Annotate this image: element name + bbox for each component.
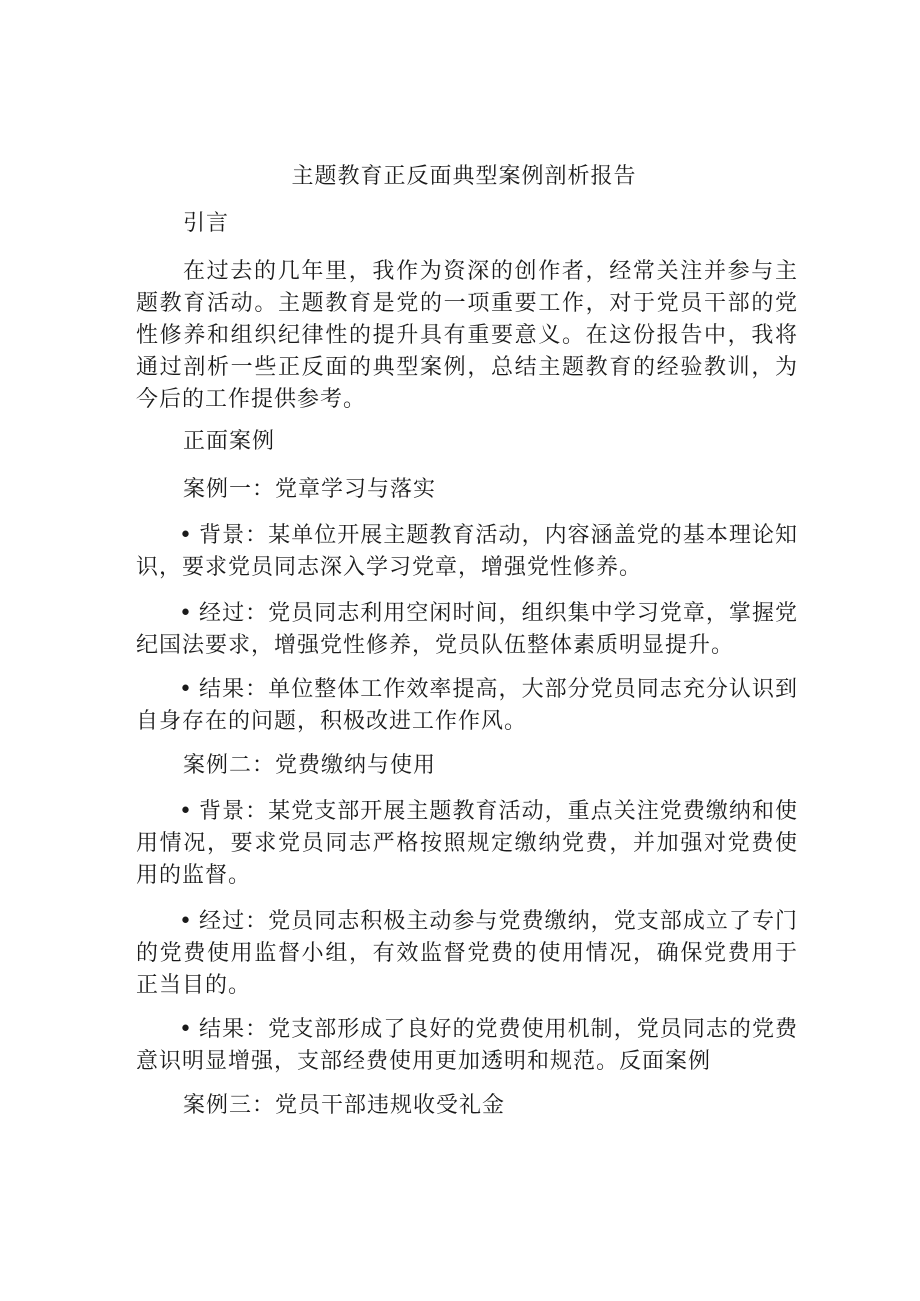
bullet-icon: •	[179, 601, 193, 626]
case2-process-text: 经过：党员同志积极主动参与党费缴纳，党支部成立了专门的党费使用监督小组，有效监督党费的使用情况，确保党费用于正当目的。	[136, 909, 798, 998]
case2-process-item	[136, 906, 798, 1002]
case1-process-item	[136, 598, 798, 662]
bullet-icon: •	[179, 677, 193, 702]
case2-background-item	[136, 796, 798, 892]
case1-result-item	[136, 674, 798, 738]
case1-background-text: 背景：某单位开展主题教育活动，内容涵盖党的基本理论知识，要求党员同志深入学习党章，增强党性修养。	[136, 523, 798, 580]
case2-result-text: 结果：党支部形成了良好的党费使用机制，党员同志的党费意识明显增强，支部经费使用更加透明和规范。反面案例	[136, 1017, 798, 1074]
intro-heading: 引言	[183, 211, 230, 236]
case1-result-text: 结果：单位整体工作效率提高，大部分党员同志充分认识到自身存在的问题，积极改进工作作风。	[136, 677, 798, 734]
case2-heading: 案例二：党费缴纳与使用	[183, 753, 437, 778]
case1-background-item	[136, 520, 798, 584]
document-title: 主题教育正反面典型案例剖析报告	[291, 164, 637, 189]
case1-heading: 案例一：党章学习与落实	[183, 477, 437, 502]
case2-result-item	[136, 1014, 798, 1078]
intro-paragraph: 在过去的几年里，我作为资深的创作者，经常关注并参与主题教育活动。主题教育是党的一项重要工作，对于党员干部的党性修养和组织纪律性的提升具有重要意义。在这份报告中，我将通过剖析一些正反面的典型案例，总结主题教育的经验教训，为今后的工作提供参考。	[136, 259, 798, 412]
case2-background-text: 背景：某党支部开展主题教育活动，重点关注党费缴纳和使用情况，要求党员同志严格按照规定缴纳党费，并加强对党费使用的监督。	[136, 799, 798, 888]
bullet-icon: •	[179, 909, 193, 934]
case3-heading: 案例三：党员干部违规收受礼金	[183, 1093, 506, 1118]
bullet-icon: •	[179, 799, 193, 824]
bullet-icon: •	[179, 1017, 193, 1042]
case1-process-text: 经过：党员同志利用空闲时间，组织集中学习党章，掌握党纪国法要求，增强党性修养，党员队伍整体素质明显提升。	[136, 601, 798, 658]
bullet-icon: •	[179, 523, 193, 548]
positive-cases-heading: 正面案例	[183, 429, 276, 454]
